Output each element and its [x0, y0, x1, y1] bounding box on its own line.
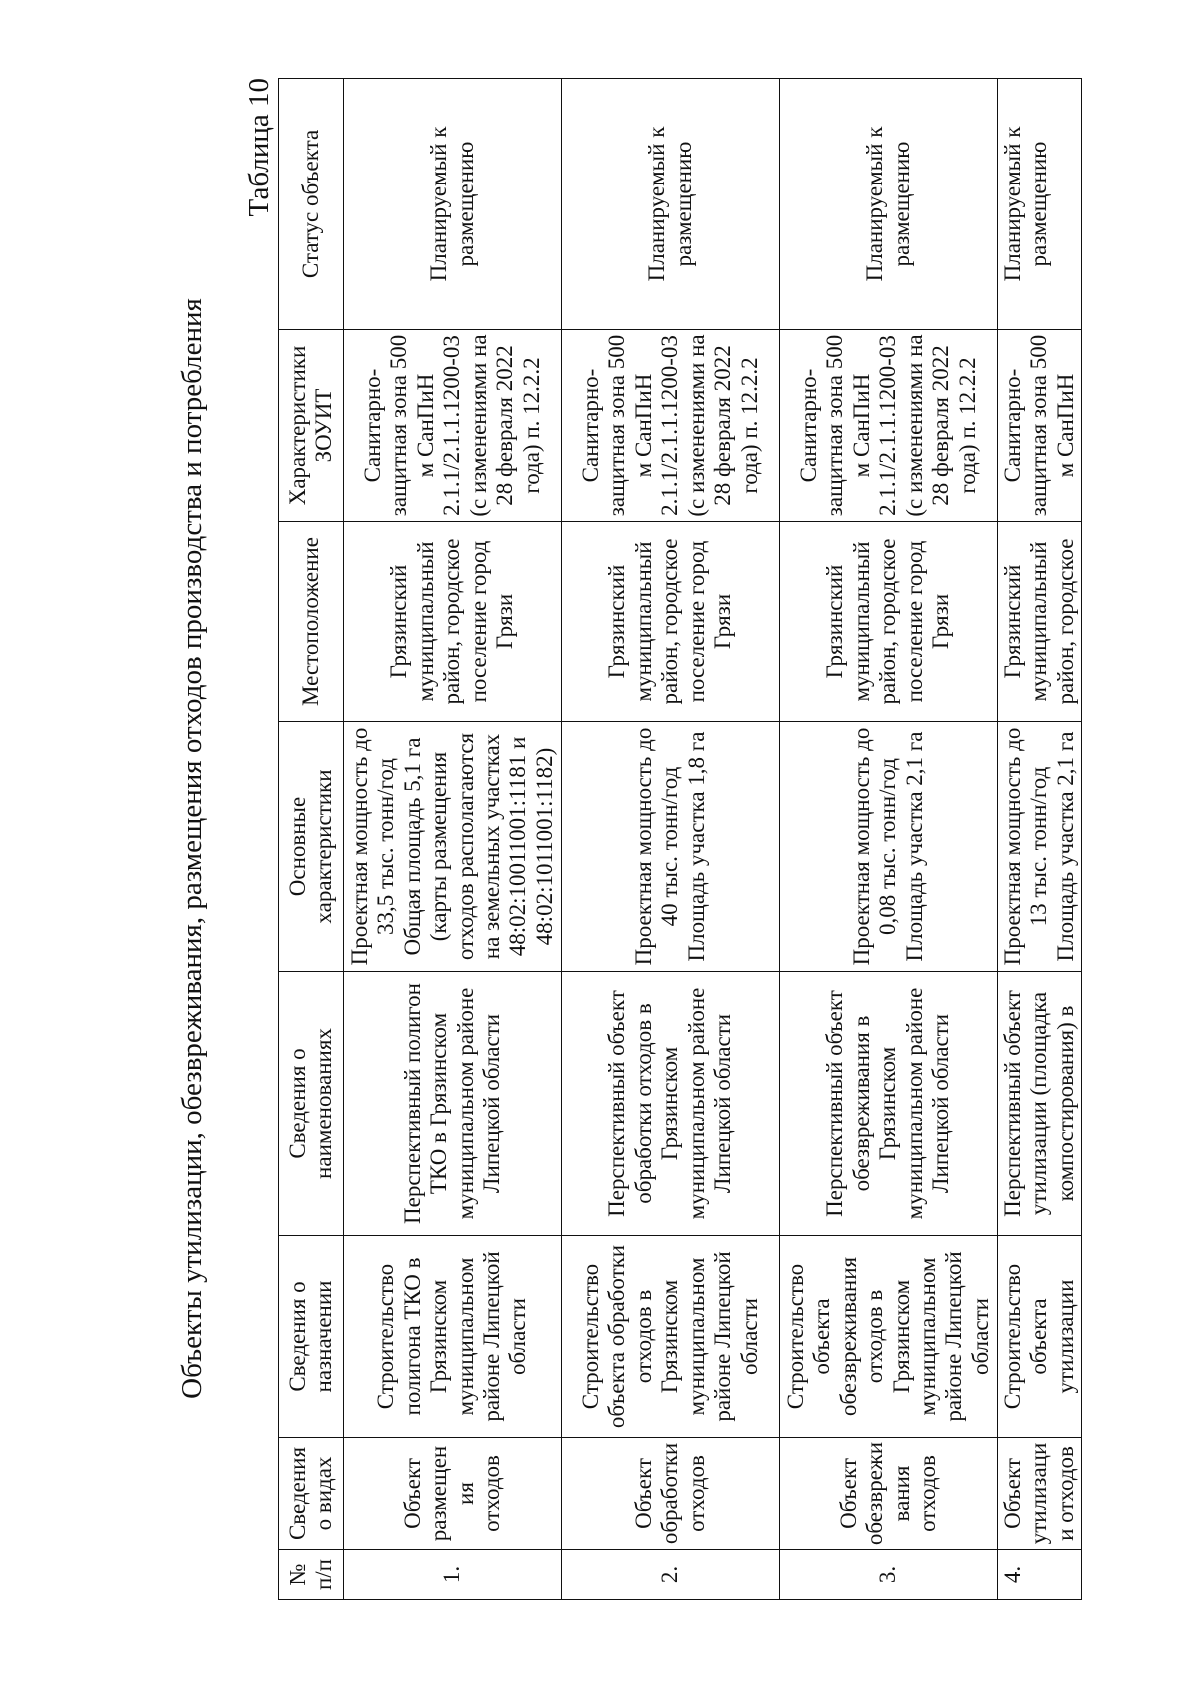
purpose-cell: Строительство объекта обработки отходов в Грязинском муниципальном районе Липецкой области [562, 1236, 780, 1438]
header-cell-purpose: Сведения о назначении [279, 1236, 344, 1438]
type-cell: Объект обработки отходов [562, 1438, 780, 1550]
name-cell: Перспективный объект обезвреживания в Грязинском муниципальном районе Липецкой области [780, 972, 998, 1236]
name-cell: Перспективный объект обработки отходов в Грязинском муниципальном районе Липецкой области [562, 972, 780, 1236]
status-cell: Планируемый к размещению [562, 79, 780, 330]
type-cell: Объект размещения отходов [344, 1438, 562, 1550]
zouit-cell: Санитарно-защитная зона 500 м СанПиН 2.1.1/2.1.1.1200-03 (с изменениями на 28 февраля 2022 года) п. 12.2.2 [562, 330, 780, 522]
row-number-cell: 4. [998, 1550, 1082, 1600]
header-cell-number: № п/п [279, 1550, 344, 1600]
name-cell: Перспективный полигон ТКО в Грязинском муниципальном районе Липецкой области [344, 972, 562, 1236]
purpose-cell: Строительство объекта обезвреживания отходов в Грязинском муниципальном районе Липецкой области [780, 1236, 998, 1438]
row-number-cell: 1. [344, 1550, 562, 1600]
characteristics-cell: Проектная мощность до 13 тыс. тонн/год Площадь участка 2,1 га [998, 722, 1082, 972]
type-cell: Объект обезвреживания отходов [780, 1438, 998, 1550]
header-cell-names: Сведения о наименованиях [279, 972, 344, 1236]
header-cell-types: Сведения о видах [279, 1438, 344, 1550]
name-cell: Перспективный объект утилизации (площадка компостирования) в [998, 972, 1082, 1236]
table-header [279, 79, 344, 1600]
header-cell-location: Местоположение [279, 522, 344, 722]
status-cell: Планируемый к размещению [344, 79, 562, 330]
header-cell-status: Статус объекта [279, 79, 344, 330]
location-cell: Грязинский муниципальный район, городское [998, 522, 1082, 722]
table-caption: Таблица 10 [243, 78, 275, 217]
purpose-cell: Строительство полигона ТКО в Грязинском муниципальном районе Липецкой области [344, 1236, 562, 1438]
location-cell: Грязинский муниципальный район, городское поселение город Грязи [562, 522, 780, 722]
header-cell-characteristics: Основные характеристики [279, 722, 344, 972]
table-row [780, 79, 998, 1600]
characteristics-cell: Проектная мощность до 0,08 тыс. тонн/год Площадь участка 2,1 га [780, 722, 998, 972]
status-cell: Планируемый к размещению [998, 79, 1082, 330]
purpose-cell: Строительство объекта утилизации [998, 1236, 1082, 1438]
row-number-cell: 2. [562, 1550, 780, 1600]
header-cell-zouit: Характеристики ЗОУИТ [279, 330, 344, 522]
location-cell: Грязинский муниципальный район, городское поселение город Грязи [780, 522, 998, 722]
table-row [562, 79, 780, 1600]
zouit-cell: Санитарно-защитная зона 500 м СанПиН 2.1.1/2.1.1.1200-03 (с изменениями на 28 февраля 2022 года) п. 12.2.2 [780, 330, 998, 522]
type-cell: Объект утилизации отходов [998, 1438, 1082, 1550]
characteristics-cell: Проектная мощность до 33,5 тыс. тонн/год Общая площадь 5,1 га (карты размещения отходов располагаются на земельных участках 48:02:10011001:1181 и 48:02:1011001:1182) [344, 722, 562, 972]
waste-objects-table [278, 78, 1082, 1600]
zouit-cell: Санитарно-защитная зона 500 м СанПиН [998, 330, 1082, 522]
header-row [279, 79, 344, 1600]
table-row [998, 79, 1082, 1600]
document-title: Объекты утилизации, обезвреживания, размещения отходов производства и потребления [176, 298, 208, 1399]
zouit-cell: Санитарно-защитная зона 500 м СанПиН 2.1.1/2.1.1.1200-03 (с изменениями на 28 февраля 2022 года) п. 12.2.2 [344, 330, 562, 522]
characteristics-cell: Проектная мощность до 40 тыс. тонн/год Площадь участка 1,8 га [562, 722, 780, 972]
row-number-cell: 3. [780, 1550, 998, 1600]
status-cell: Планируемый к размещению [780, 79, 998, 330]
location-cell: Грязинский муниципальный район, городское поселение город Грязи [344, 522, 562, 722]
table-row [344, 79, 562, 1600]
